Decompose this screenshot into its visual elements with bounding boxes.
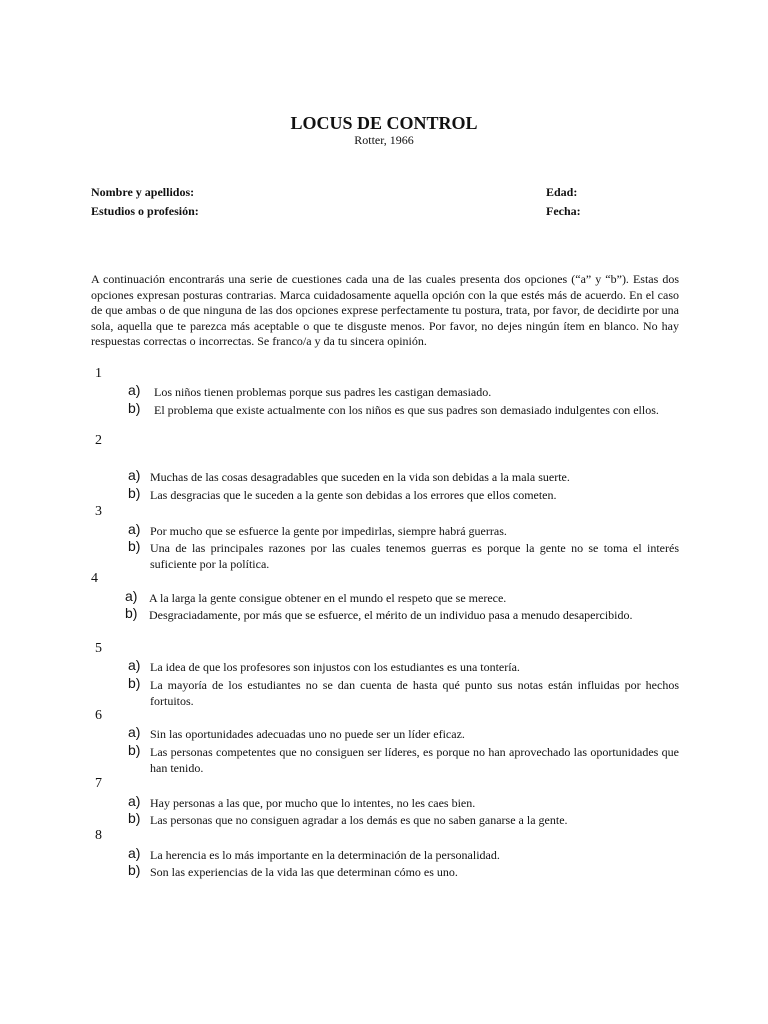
page-title: LOCUS DE CONTROL <box>290 113 478 133</box>
option-text: Hay personas a las que, por mucho que lo intentes, no les caes bien. <box>150 796 476 810</box>
option-marker: a) <box>128 521 141 537</box>
name-field-label: Nombre y apellidos: <box>91 185 195 199</box>
option-text: Los niños tienen problemas porque sus padres les castigan demasiado. <box>154 385 492 399</box>
option-text: La herencia es lo más importante en la determinación de la personalidad. <box>150 848 500 862</box>
option-marker: a) <box>128 724 141 740</box>
option-text: Muchas de las cosas desagradables que suceden en la vida son debidas a la mala suerte. <box>150 470 570 484</box>
option-marker: b) <box>128 862 141 878</box>
question-number: 8 <box>95 828 102 843</box>
option-marker: b) <box>128 400 141 416</box>
option-text: Son las experiencias de la vida las que determinan cómo es uno. <box>150 865 458 879</box>
question-number: 1 <box>95 366 102 381</box>
option-marker: b) <box>125 605 138 621</box>
option-text: Las personas que no consiguen agradar a los demás es que no saben ganarse a la gente. <box>150 813 568 827</box>
option-text: Desgraciadamente, por más que se esfuerce, el mérito de un individuo pasa a menudo desapercibido. <box>149 608 633 622</box>
question-number: 4 <box>91 571 98 586</box>
option-marker: b) <box>128 742 141 758</box>
age-field-label: Edad: <box>546 185 578 199</box>
option-marker: a) <box>125 588 138 604</box>
option-text: Las personas competentes que no consiguen ser líderes, es porque no han aprovechado las oportunidades que han tenido. <box>150 745 679 775</box>
question-number: 3 <box>95 504 102 519</box>
option-marker: a) <box>128 793 141 809</box>
option-text: A la larga la gente consigue obtener en el mundo el respeto que se merece. <box>149 591 507 605</box>
option-text: Sin las oportunidades adecuadas uno no puede ser un líder eficaz. <box>150 727 465 741</box>
option-marker: b) <box>128 810 141 826</box>
option-text: Las desgracias que le suceden a la gente son debidas a los errores que ellos cometen. <box>150 488 557 502</box>
option-text: Una de las principales razones por las cuales tenemos guerras es porque la gente no se toma el interés suficiente por la política. <box>150 541 679 571</box>
option-text: El problema que existe actualmente con los niños es que sus padres son demasiado indulgentes con ellos. <box>154 403 659 417</box>
question-number: 7 <box>95 776 102 791</box>
option-marker: b) <box>128 485 141 501</box>
studies-field-label: Estudios o profesión: <box>91 204 199 218</box>
option-text: Por mucho que se esfuerce la gente por impedirlas, siempre habrá guerras. <box>150 524 507 538</box>
option-marker: a) <box>128 845 141 861</box>
date-field-label: Fecha: <box>546 204 581 218</box>
option-marker: b) <box>128 675 141 691</box>
question-number: 5 <box>95 641 102 656</box>
option-text: La idea de que los profesores son injustos con los estudiantes es una tontería. <box>150 660 520 674</box>
question-number: 2 <box>95 433 102 448</box>
instructions-paragraph: A continuación encontrarás una serie de cuestiones cada una de las cuales presenta dos opciones (“a” y “b”). Estas dos opciones expresan posturas contrarias. Marca cuidadosamente aquella opción con la que estés más de acuerdo. En el caso de que ambas o de que ninguna de las dos opciones exprese perfectamente tu postura, trata, por favor, de decidirte por una sola, aquella que te parezca más aceptable o que te disguste menos. Por favor, no dejes ningún ítem en blanco. No hay respuestas correctas o incorrectas. Se franco/a y da tu sincera opinión. <box>91 272 679 348</box>
option-marker: b) <box>128 538 141 554</box>
option-marker: a) <box>128 657 141 673</box>
option-marker: a) <box>128 467 141 483</box>
page-subtitle: Rotter, 1966 <box>354 133 414 147</box>
question-number: 6 <box>95 708 102 723</box>
option-text: La mayoría de los estudiantes no se dan cuenta de hasta qué punto sus notas están influidas por hechos fortuitos. <box>150 678 679 708</box>
option-marker: a) <box>128 382 141 398</box>
